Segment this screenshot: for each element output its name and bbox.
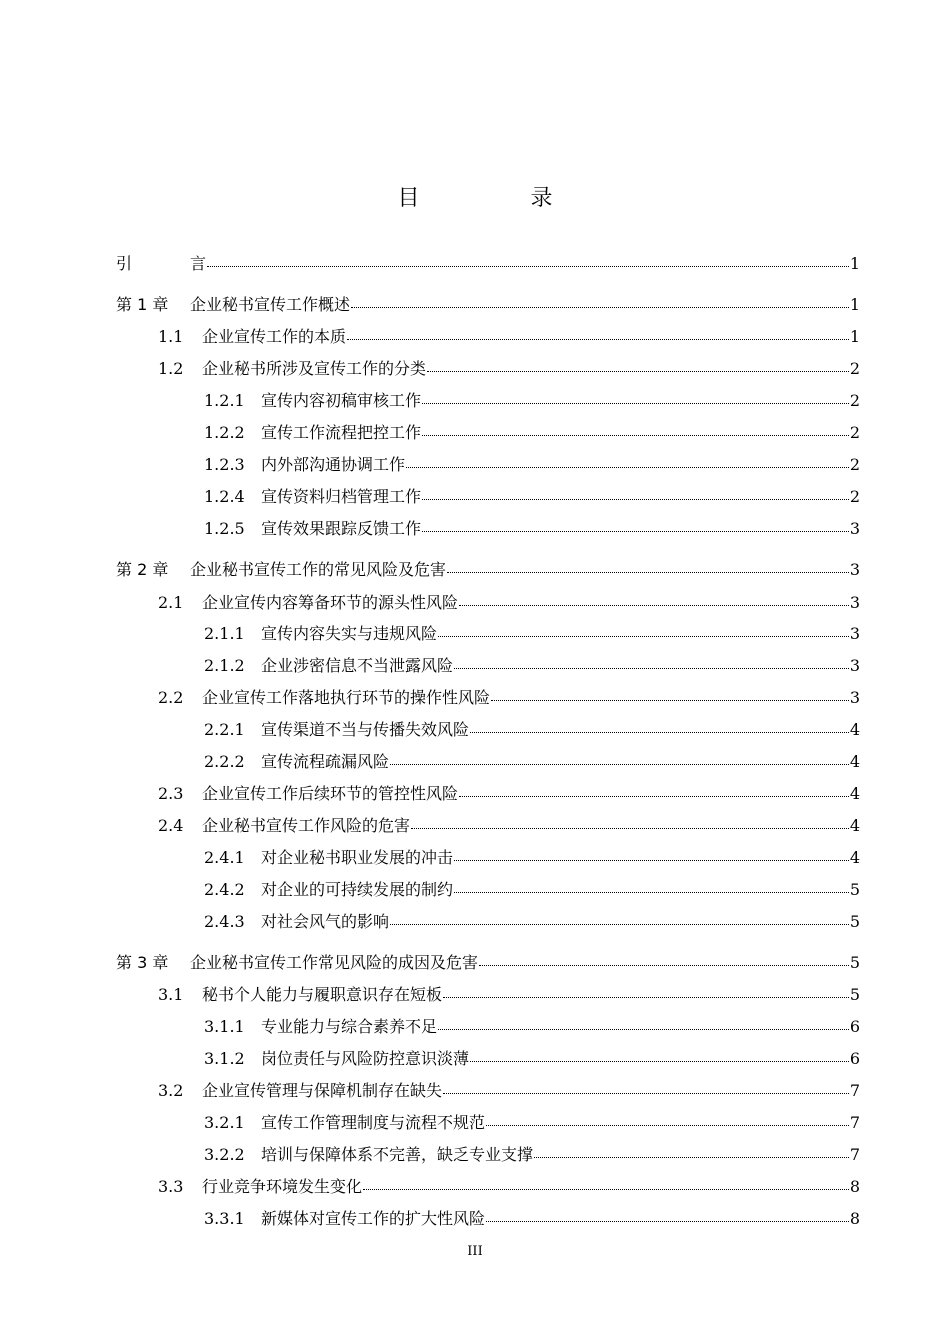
toc-entry-title: 企业宣传工作后续环节的管控性风险 (202, 784, 459, 803)
toc-entry-page: 4 (849, 816, 860, 835)
toc-entry[interactable] (116, 292, 860, 314)
toc-entry-title: 企业秘书宣传工作的常见风险及危害 (190, 560, 447, 579)
toc-entry-page: 8 (849, 1177, 860, 1196)
toc-entry-number: 2.1.1 (204, 624, 245, 643)
toc-entry-number: 第 1 章 (116, 295, 169, 314)
toc-entry-title: 企业涉密信息不当泄露风险 (261, 656, 454, 675)
toc-entry-page: 7 (849, 1113, 860, 1132)
toc-entry-title: 宣传工作管理制度与流程不规范 (261, 1113, 486, 1132)
toc-entry[interactable] (116, 877, 860, 899)
toc-entry-page: 8 (849, 1209, 860, 1228)
dot-leader (422, 423, 849, 436)
dot-leader (438, 624, 849, 637)
toc-entry-page: 3 (849, 593, 860, 612)
toc-entry-page: 4 (849, 784, 860, 803)
dot-leader (422, 487, 849, 500)
toc-entry-number: 2.4.1 (204, 848, 245, 867)
toc-entry-title: 对企业秘书职业发展的冲击 (261, 848, 454, 867)
toc-entry-number: 2.4.3 (204, 912, 245, 931)
toc-entry-page: 6 (849, 1049, 860, 1068)
toc-entry[interactable] (116, 324, 860, 346)
toc-entry-title: 企业秘书宣传工作风险的危害 (202, 816, 411, 835)
toc-entry-number: 1.2 (158, 359, 184, 378)
toc-entry-number: 第 3 章 (116, 953, 169, 972)
dot-leader (479, 953, 849, 966)
toc-entry-number: 3.1 (158, 985, 184, 1004)
toc-entry-number: 2.2.1 (204, 720, 245, 739)
toc-entry-page: 5 (849, 880, 860, 899)
toc-entry[interactable] (116, 950, 860, 972)
toc-entry-number: 1.2.5 (204, 519, 245, 538)
dot-leader (470, 1049, 849, 1062)
toc-entry-page: 1 (849, 295, 860, 314)
toc-entry-number: 1.1 (158, 327, 184, 346)
toc-entry-page: 2 (849, 391, 860, 410)
toc-entry-title: 专业能力与综合素养不足 (261, 1017, 438, 1036)
dot-leader (491, 688, 849, 701)
dot-leader (454, 880, 849, 893)
toc-entry-page: 2 (849, 487, 860, 506)
toc-entry[interactable] (116, 845, 860, 867)
toc-entry-page: 4 (849, 720, 860, 739)
toc-entry[interactable] (116, 557, 860, 579)
toc-entry-title: 宣传资料归档管理工作 (261, 487, 422, 506)
toc-entry[interactable] (116, 1046, 860, 1068)
toc-entry-number: 3.2 (158, 1081, 184, 1100)
toc-entry[interactable] (116, 621, 860, 643)
dot-leader (486, 1113, 849, 1126)
toc-entry-number: 3.1.2 (204, 1049, 245, 1068)
toc-entry-title: 内外部沟通协调工作 (261, 455, 406, 474)
toc-entry-number: 2.2 (158, 688, 184, 707)
dot-leader (422, 519, 849, 532)
toc-entry-page: 3 (849, 688, 860, 707)
toc-entry-title: 岗位责任与风险防控意识淡薄 (261, 1049, 470, 1068)
toc-entry-title: 宣传工作流程把控工作 (261, 423, 422, 442)
toc-entry-page: 1 (849, 327, 860, 346)
dot-leader (443, 1081, 849, 1094)
toc-entry-title: 企业秘书宣传工作常见风险的成因及危害 (190, 953, 479, 972)
toc-entry-page: 5 (849, 985, 860, 1004)
toc-entry-title: 宣传内容初稿审核工作 (261, 391, 422, 410)
toc-entry[interactable] (116, 1174, 860, 1196)
toc-entry-number: 2.1.2 (204, 656, 245, 675)
dot-leader (454, 848, 849, 861)
toc-entry-number: 3.3 (158, 1177, 184, 1196)
toc-entry-number: 1.2.1 (204, 391, 245, 410)
toc-entry-title: 企业宣传工作的本质 (202, 327, 347, 346)
toc-entry-number: 2.4 (158, 816, 184, 835)
toc-entry-page: 2 (849, 359, 860, 378)
toc-entry[interactable] (116, 516, 860, 538)
toc-entry-title: 培训与保障体系不完善，缺乏专业支撑 (261, 1145, 534, 1164)
toc-entry-page: 4 (849, 752, 860, 771)
toc-entry[interactable] (116, 484, 860, 506)
dot-leader (390, 912, 849, 925)
toc-entry-number: 3.2.2 (204, 1145, 245, 1164)
toc-entry-page: 7 (849, 1145, 860, 1164)
toc-entry-page: 3 (849, 560, 860, 579)
dot-leader (207, 254, 849, 267)
dot-leader (422, 391, 849, 404)
toc-entry-title: 宣传流程疏漏风险 (261, 752, 390, 771)
toc-entry[interactable] (116, 388, 860, 410)
toc-entry[interactable] (116, 781, 860, 803)
toc-entry-title: 宣传效果跟踪反馈工作 (261, 519, 422, 538)
dot-leader (443, 985, 849, 998)
toc-entry-title: 言 (190, 254, 207, 273)
toc-entry-title: 宣传渠道不当与传播失效风险 (261, 720, 470, 739)
toc-entry[interactable] (116, 813, 860, 835)
toc-entry-number: 3.1.1 (204, 1017, 245, 1036)
dot-leader (454, 656, 849, 669)
toc-entry-title: 企业秘书宣传工作概述 (190, 295, 351, 314)
toc-entry-page: 6 (849, 1017, 860, 1036)
toc-entry-title: 对企业的可持续发展的制约 (261, 880, 454, 899)
toc-entry-page: 5 (849, 912, 860, 931)
dot-leader (534, 1145, 849, 1158)
toc-entry[interactable] (116, 909, 860, 931)
toc-entry[interactable] (116, 452, 860, 474)
dot-leader (427, 359, 849, 372)
toc-entry[interactable] (116, 982, 860, 1004)
dot-leader (347, 327, 849, 340)
toc-entry[interactable] (116, 356, 860, 378)
toc-entry[interactable] (116, 1014, 860, 1036)
toc-entry[interactable] (116, 653, 860, 675)
toc-entry-title: 秘书个人能力与履职意识存在短板 (202, 985, 443, 1004)
toc-entry-page: 4 (849, 848, 860, 867)
toc-entry[interactable] (116, 1110, 860, 1132)
toc-entry[interactable] (116, 420, 860, 442)
dot-leader (459, 784, 849, 797)
toc-entry-page: 3 (849, 656, 860, 675)
toc-entry-number: 3.2.1 (204, 1113, 245, 1132)
page-number: III (467, 1244, 483, 1259)
toc-entry-page: 3 (849, 519, 860, 538)
toc-entry-number: 引 (116, 254, 165, 273)
toc-entry[interactable] (116, 1206, 860, 1228)
toc-entry-title: 企业宣传工作落地执行环节的操作性风险 (202, 688, 491, 707)
toc-entry-title: 宣传内容失实与违规风险 (261, 624, 438, 643)
toc-entry[interactable] (116, 1142, 860, 1164)
toc-entry-number: 第 2 章 (116, 560, 169, 579)
toc-entry-page: 2 (849, 423, 860, 442)
dot-leader (459, 593, 849, 606)
dot-leader (486, 1209, 849, 1222)
dot-leader (470, 720, 849, 733)
dot-leader (363, 1177, 849, 1190)
toc-entry-number: 1.2.4 (204, 487, 245, 506)
toc-entry-title: 企业宣传内容筹备环节的源头性风险 (202, 593, 459, 612)
toc-entry-page: 3 (849, 624, 860, 643)
toc-entry-title: 企业秘书所涉及宣传工作的分类 (202, 359, 427, 378)
toc-entry-page: 7 (849, 1081, 860, 1100)
toc-entry-page: 1 (849, 254, 860, 273)
toc-entry-number: 2.1 (158, 593, 184, 612)
toc-entry-page: 5 (849, 953, 860, 972)
dot-leader (411, 816, 849, 829)
toc-entry-number: 1.2.3 (204, 455, 245, 474)
dot-leader (351, 295, 849, 308)
toc-entry-number: 2.2.2 (204, 752, 245, 771)
toc-entry[interactable] (116, 1078, 860, 1100)
toc-entry-title: 对社会风气的影响 (261, 912, 390, 931)
toc-entry-page: 2 (849, 455, 860, 474)
toc-entry-number: 2.3 (158, 784, 184, 803)
dot-leader (390, 752, 849, 765)
toc-entry-number: 1.2.2 (204, 423, 245, 442)
toc-entry[interactable] (116, 590, 860, 612)
toc-entry-title: 企业宣传管理与保障机制存在缺失 (202, 1081, 443, 1100)
page-title: 目 录 (397, 186, 605, 211)
toc-entry-title: 行业竞争环境发生变化 (202, 1177, 363, 1196)
toc-entry-number: 2.4.2 (204, 880, 245, 899)
dot-leader (406, 455, 849, 468)
toc-entry[interactable] (116, 251, 860, 273)
toc-entry-title: 新媒体对宣传工作的扩大性风险 (261, 1209, 486, 1228)
dot-leader (438, 1017, 849, 1030)
dot-leader (447, 560, 849, 573)
toc-entry[interactable] (116, 749, 860, 771)
toc-entry[interactable] (116, 685, 860, 707)
toc-entry-number: 3.3.1 (204, 1209, 245, 1228)
toc-entry[interactable] (116, 717, 860, 739)
